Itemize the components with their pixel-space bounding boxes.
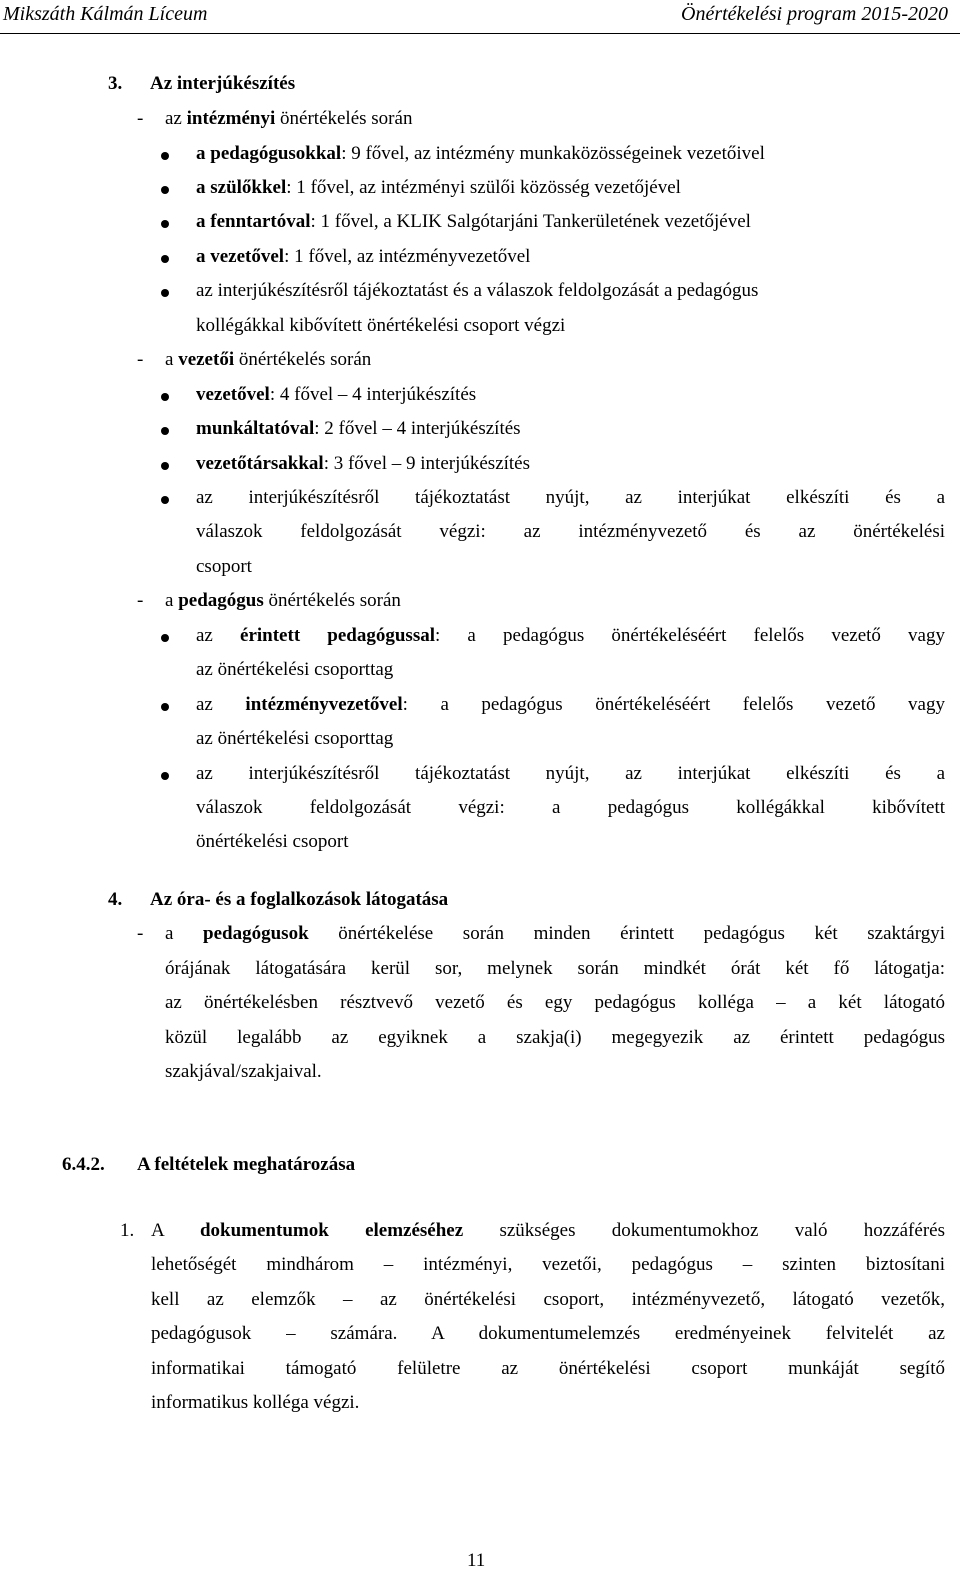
bullet <box>161 220 169 228</box>
section-3-number: 3. <box>108 73 123 94</box>
bullet <box>161 255 169 263</box>
list-item-line: csoport <box>196 556 252 577</box>
bullet <box>161 496 169 504</box>
list-item-line: az önértékelési csoporttag <box>196 659 394 680</box>
dash-marker: - <box>137 349 144 370</box>
header-program-title: Önértékelési program 2015-2020 <box>681 3 948 25</box>
bullet <box>161 703 169 711</box>
heading-6-4-2-title: A feltételek meghatározása <box>137 1154 356 1175</box>
bullet <box>161 427 169 435</box>
bullet <box>161 152 169 160</box>
list-item: munkáltatóval: 2 fővel – 4 interjúkészítés <box>196 418 521 439</box>
paragraph-line: kell az elemzők – az önértékelési csoport, intézményvezető, látogató vezetők, <box>151 1289 945 1310</box>
paragraph-line: pedagógusok – számára. A dokumentumelemzés eredményeinek felvitelét az <box>151 1323 945 1344</box>
paragraph-line: órájának látogatására kerül sor, melynek során mindkét órát két fő látogatja: <box>165 958 945 979</box>
paragraph-line: A dokumentumok elemzéséhez szükséges dokumentumokhoz való hozzáférés <box>151 1220 945 1241</box>
list-item: vezetővel: 4 fővel – 4 interjúkészítés <box>196 384 477 405</box>
subsection-pedagogus: a pedagógus önértékelés során <box>165 590 401 611</box>
bullet <box>161 186 169 194</box>
bullet <box>161 393 169 401</box>
paragraph-line: közül legalább az egyiknek a szakja(i) megegyezik az érintett pedagógus <box>165 1027 945 1048</box>
list-item: a szülőkkel: 1 fővel, az intézményi szülői közösség vezetőjével <box>196 177 681 198</box>
list-item-line: válaszok feldolgozását végzi: az intézményvezető és az önértékelési <box>196 521 945 542</box>
dash-marker: - <box>137 590 144 611</box>
list-item-line: önértékelési csoport <box>196 831 349 852</box>
list-item-line: az interjúkészítésről tájékoztatást és a válaszok feldolgozását a pedagógus <box>196 280 759 301</box>
heading-6-4-2-number: 6.4.2. <box>62 1154 105 1175</box>
section-4-number: 4. <box>108 889 123 910</box>
list-item-line: az önértékelési csoporttag <box>196 728 394 749</box>
bullet <box>161 462 169 470</box>
bullet <box>161 772 169 780</box>
dash-marker: - <box>137 923 144 944</box>
section-4-title: Az óra- és a foglalkozások látogatása <box>150 889 449 910</box>
bullet <box>161 289 169 297</box>
paragraph-line: informatikai támogató felületre az önértékelési csoport munkáját segítő <box>151 1358 945 1379</box>
list-item: az érintett pedagógussal: a pedagógus önértékeléséért felelős vezető vagy <box>196 625 945 646</box>
paragraph-line: szakjával/szakjaival. <box>165 1061 322 1082</box>
header-school-name: Mikszáth Kálmán Líceum <box>3 3 208 25</box>
list-item-line: kollégákkal kibővített önértékelési csoport végzi <box>196 315 566 336</box>
list-item-line: az interjúkészítésről tájékoztatást nyújt, az interjúkat elkészíti és a <box>196 763 945 784</box>
list-item-line: az interjúkészítésről tájékoztatást nyújt, az interjúkat elkészíti és a <box>196 487 945 508</box>
subsection-vezetoi: a vezetői önértékelés során <box>165 349 372 370</box>
paragraph-line: lehetőségét mindhárom – intézményi, vezetői, pedagógus – szinten biztosítani <box>151 1254 945 1275</box>
page-number: 11 <box>467 1550 486 1571</box>
list-item: a vezetővel: 1 fővel, az intézményvezetővel <box>196 246 531 267</box>
section-3-title: Az interjúkészítés <box>150 73 296 94</box>
paragraph-line: a pedagógusok önértékelése során minden érintett pedagógus két szaktárgyi <box>165 923 945 944</box>
bullet <box>161 634 169 642</box>
dash-marker: - <box>137 108 144 129</box>
list-number: 1. <box>120 1220 135 1241</box>
list-item: a fenntartóval: 1 fővel, a KLIK Salgótarjáni Tankerületének vezetőjével <box>196 211 751 232</box>
list-item: vezetőtársakkal: 3 fővel – 9 interjúkészítés <box>196 453 531 474</box>
list-item: az intézményvezetővel: a pedagógus önértékeléséért felelős vezető vagy <box>196 694 945 715</box>
page-header <box>0 0 960 34</box>
subsection-intezmenyi: az intézményi önértékelés során <box>165 108 413 129</box>
list-item-line: válaszok feldolgozását végzi: a pedagógus kollégákkal kibővített <box>196 797 945 818</box>
list-item: a pedagógusokkal: 9 fővel, az intézmény munkaközösségeinek vezetőivel <box>196 143 765 164</box>
paragraph-line: az önértékelésben résztvevő vezető és egy pedagógus kolléga – a két látogató <box>165 992 945 1013</box>
paragraph-line: informatikus kolléga végzi. <box>151 1392 360 1413</box>
